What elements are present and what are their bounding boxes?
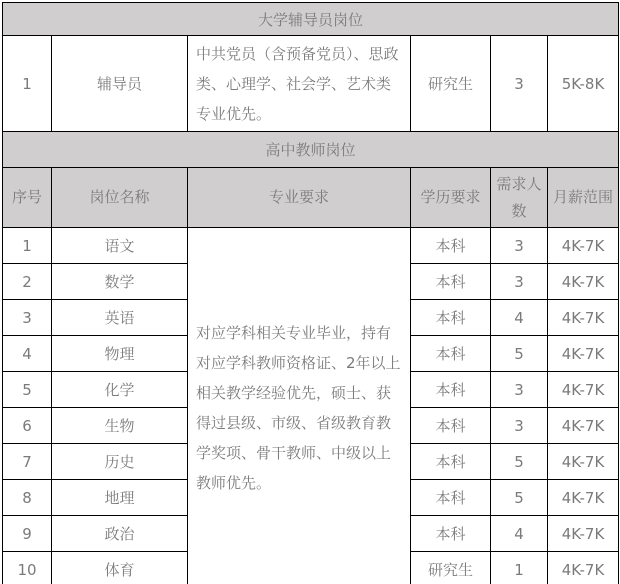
cell-salary: 4K-7K [548,336,619,372]
cell-no: 7 [3,444,52,480]
cell-degree: 研究生 [411,36,491,132]
cell-position-name: 物理 [52,336,188,372]
cell-salary: 4K-7K [548,480,619,516]
section-title-highschool: 高中教师岗位 [3,132,619,168]
table-row-counselor [3,36,619,132]
cell-count: 4 [491,300,548,336]
col-header-salary: 月薪范围 [548,168,619,228]
col-header-major: 专业要求 [188,168,411,228]
cell-position-name: 英语 [52,300,188,336]
cell-degree: 本科 [411,336,491,372]
cell-position-name: 历史 [52,444,188,480]
cell-salary: 4K-7K [548,516,619,552]
cell-position-name: 数学 [52,264,188,300]
cell-no: 1 [3,228,52,264]
cell-salary: 4K-7K [548,228,619,264]
cell-count: 1 [491,552,548,584]
cell-degree: 本科 [411,372,491,408]
section-header-highschool [3,132,619,168]
cell-position-name: 语文 [52,228,188,264]
cell-count: 5 [491,444,548,480]
cell-no: 8 [3,480,52,516]
cell-no: 3 [3,300,52,336]
cell-no: 2 [3,264,52,300]
cell-position-name: 地理 [52,480,188,516]
cell-no: 5 [3,372,52,408]
cell-position-name: 政治 [52,516,188,552]
cell-count: 5 [491,480,548,516]
table-row [3,228,619,264]
cell-degree: 研究生 [411,552,491,584]
cell-no: 6 [3,408,52,444]
cell-salary: 4K-7K [548,552,619,584]
cell-major-requirement-merged: 对应学科相关专业毕业，持有对应学科教师资格证、2年以上相关教学经验优先，硕士、获得过县级、市级、省级教育教学奖项、骨干教师、中级以上教师优先。 [188,228,411,584]
cell-salary: 4K-7K [548,300,619,336]
cell-count: 4 [491,516,548,552]
cell-degree: 本科 [411,228,491,264]
section-header-university [3,3,619,36]
col-header-degree: 学历要求 [411,168,491,228]
cell-count: 3 [491,408,548,444]
section-title-university: 大学辅导员岗位 [3,3,619,36]
cell-major-requirement: 中共党员（含预备党员）、思政类、心理学、社会学、艺术类专业优先。 [188,36,411,132]
cell-degree: 本科 [411,516,491,552]
cell-no: 4 [3,336,52,372]
cell-degree: 本科 [411,408,491,444]
cell-position-name: 生物 [52,408,188,444]
cell-degree: 本科 [411,444,491,480]
cell-degree: 本科 [411,264,491,300]
cell-count: 3 [491,264,548,300]
cell-salary: 4K-7K [548,264,619,300]
cell-salary: 4K-7K [548,372,619,408]
cell-salary: 4K-7K [548,444,619,480]
cell-no: 1 [3,36,52,132]
cell-count: 3 [491,228,548,264]
cell-no: 9 [3,516,52,552]
cell-position-name: 体育 [52,552,188,584]
cell-salary: 4K-7K [548,408,619,444]
cell-salary: 5K-8K [548,36,619,132]
cell-degree: 本科 [411,300,491,336]
cell-count: 3 [491,36,548,132]
cell-position-name: 化学 [52,372,188,408]
cell-count: 5 [491,336,548,372]
cell-no: 10 [3,552,52,584]
job-table [2,2,619,584]
col-header-no: 序号 [3,168,52,228]
col-header-count: 需求人数 [491,168,548,228]
column-header-row [3,168,619,228]
cell-degree: 本科 [411,480,491,516]
cell-count: 3 [491,372,548,408]
col-header-position: 岗位名称 [52,168,188,228]
cell-position-name: 辅导员 [52,36,188,132]
